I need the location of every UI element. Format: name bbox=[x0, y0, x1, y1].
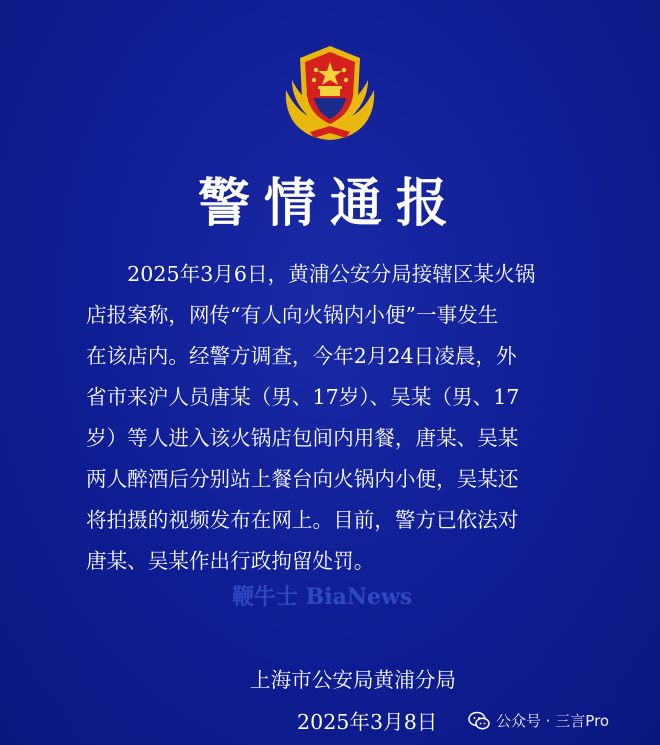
body-line: 岁）等人进入该火锅店包间内用餐，唐某、吴某 bbox=[86, 426, 519, 450]
notice-body bbox=[86, 254, 578, 582]
body-line: 2025年3月6日，黄浦公安分局接辖区某火锅 bbox=[86, 262, 536, 286]
body-line: 两人醉酒后分别站上餐台向火锅内小便，吴某还 bbox=[86, 467, 519, 491]
body-line: 店报案称，网传“有人向火锅内小便”一事发生 bbox=[86, 303, 499, 327]
wechat-account-label: 公众号 · 三言Pro bbox=[496, 712, 610, 730]
body-line: 将拍摄的视频发布在网上。目前，警方已依法对 bbox=[86, 508, 519, 532]
wechat-account-badge bbox=[468, 710, 609, 731]
police-emblem-icon bbox=[280, 40, 380, 145]
issue-date: 2025年3月8日 bbox=[297, 710, 438, 734]
body-line: 在该店内。经警方调查，今年2月24日凌晨，外 bbox=[86, 344, 517, 368]
body-line: 省市来沪人员唐某（男、17岁）、吴某（男、17 bbox=[86, 385, 520, 409]
wechat-icon bbox=[468, 711, 490, 731]
body-line: 唐某、吴某作出行政拘留处罚。 bbox=[86, 549, 375, 573]
issuer-name: 上海市公安局黄浦分局 bbox=[250, 668, 456, 692]
notice-title: 警情通报 bbox=[197, 174, 462, 234]
watermark: 鞭牛士 BiaNews bbox=[232, 584, 413, 610]
